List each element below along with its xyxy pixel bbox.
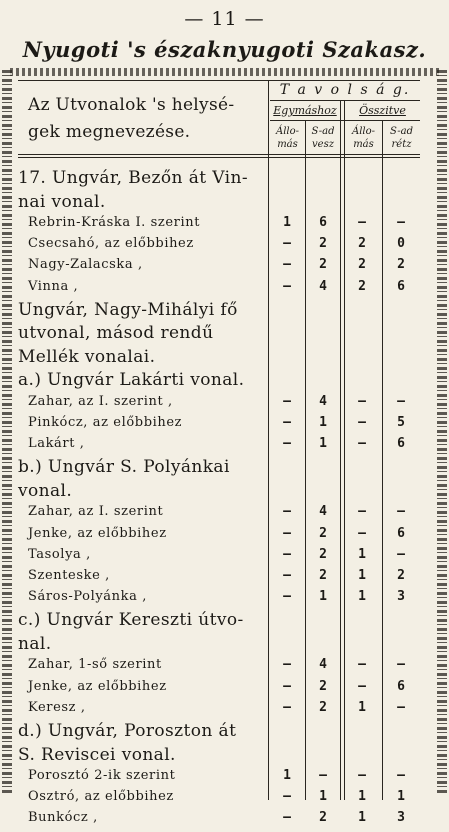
distance-cell: 1 [358,589,366,605]
place-name: Sáros-Polyánka , [28,589,147,605]
station-row [18,568,420,590]
distance-cell: 5 [397,415,405,430]
station-row [18,504,420,526]
distance-cell: — [397,215,405,230]
distance-cell: — [283,589,291,605]
distance-cell: — [397,657,405,673]
station-row [18,257,420,279]
distance-cell: 2 [319,546,327,562]
route-heading-row [18,634,420,656]
distance-cell: — [283,236,291,252]
station-row [18,215,420,237]
place-name: Mellék vonalai. [18,346,156,367]
column-head-total: Összitve [359,104,406,117]
distance-cell: — [358,415,366,430]
distance-cell: — [283,657,291,673]
distance-cell: 4 [319,504,327,520]
distance-cell: 2 [319,257,327,273]
distance-cell: — [283,789,291,805]
ornamental-border-left [2,70,12,794]
distance-table [18,80,420,826]
distance-cell: 4 [319,657,327,673]
distance-cell: — [358,436,366,452]
place-name: S. Reviscei vonal. [18,744,176,765]
place-name: Ungvár, Nagy-Mihályi fő [18,299,238,320]
station-row [18,679,420,701]
distance-cell: — [397,393,405,409]
distance-cell: 6 [397,525,405,541]
table-top-rule [18,80,420,81]
section-title: Nyugoti 's északnyugoti Szakasz. [22,37,427,62]
column-head-eighths-1: S-ad vesz [311,126,335,150]
distance-cell: 2 [319,678,327,694]
place-name: Jenke, az előbbihez [28,525,167,541]
place-name: Szenteske , [28,568,110,583]
route-heading-row [18,610,420,632]
distance-cell: 6 [397,278,405,294]
place-name: Zahar, az I. szerint [28,504,164,520]
route-heading-row [18,721,420,743]
column-head-stations-2: Állo-más [351,126,376,150]
place-name: Zahar, az I. szerint , [28,393,173,409]
distance-cell: — [358,678,366,694]
distance-head-rule [270,100,420,101]
place-name: nai vonal. [18,191,106,212]
place-name: utvonal, másod rendű [18,323,214,344]
distance-cell: 3 [397,589,405,605]
route-heading-row [18,370,420,392]
place-name: Bunkócz , [28,810,98,826]
distance-cell: — [283,546,291,562]
distance-cell: — [397,699,405,715]
column-head-each-other: Egymáshoz [273,104,337,117]
route-heading-row [18,300,420,322]
distance-cell: 4 [319,278,327,294]
distance-cell: 2 [319,236,327,252]
distance-cell: — [283,568,291,583]
header-bottom-rule [18,154,420,155]
distance-cell: — [319,768,327,783]
distance-cell: — [358,215,366,230]
distance-cell: 2 [319,699,327,715]
column-head-eighths-2: S-ad rétz [390,126,413,150]
route-heading-row [18,192,420,214]
place-name: Rebrin-Kráska I. szerint [28,215,201,230]
distance-cell: 2 [397,257,405,273]
place-name: a.) Ungvár Lakárti vonal. [18,370,245,391]
distance-cell: 3 [397,810,405,826]
place-name: c.) Ungvár Kereszti útvo- [18,610,244,631]
distance-cell: 1 [358,810,366,826]
distance-cell: — [283,504,291,520]
header-bottom-rule-2 [18,157,420,158]
place-name: Vinna , [28,278,79,294]
column-head-stations-1: Állo-más [275,126,300,150]
place-name: Keresz , [28,699,86,715]
distance-cell: 2 [319,525,327,541]
distance-cell: — [283,525,291,541]
ornamental-border-right [437,70,447,794]
station-row [18,589,420,611]
distance-cell: — [283,436,291,452]
place-name: 17. Ungvár, Bezőn át Vin- [18,168,248,188]
distance-cell: 0 [397,236,405,252]
distance-cell: — [283,699,291,715]
station-row [18,436,420,458]
page-number: — 11 — [184,8,265,30]
station-row [18,279,420,301]
station-row [18,700,420,722]
place-name: Lakárt , [28,436,85,452]
distance-cell: 2 [358,278,366,294]
distance-cell: 6 [397,678,405,694]
column-head-routes: Az Utvonalok 's helysé-gek megnevezése. [28,95,235,142]
distance-cell: — [283,415,291,430]
route-heading-row [18,347,420,369]
distance-cell: 4 [319,393,327,409]
station-row [18,657,420,679]
distance-cell: 2 [319,568,327,583]
distance-cell: 2 [358,236,366,252]
distance-cell: 1 [358,699,366,715]
distance-cell: — [283,678,291,694]
distance-cell: 1 [358,568,366,583]
route-heading-row [18,457,420,479]
distance-cell: 6 [319,215,327,230]
station-row [18,768,420,790]
distance-cell: 2 [319,810,327,826]
distance-cell: — [397,504,405,520]
distance-cell: — [283,810,291,826]
group-head-rule [270,120,420,121]
route-heading-row [18,481,420,503]
distance-cell: — [358,525,366,541]
station-row [18,394,420,416]
place-name: Jenke, az előbbihez [28,678,167,694]
place-name: Nagy-Zalacska , [28,257,143,273]
place-name: b.) Ungvár S. Polyánkai [18,457,230,478]
distance-cell: 1 [397,789,405,805]
place-name: Osztró, az előbbihez [28,789,174,805]
place-name: Pinkócz, az előbbihez [28,415,183,430]
station-row [18,547,420,569]
distance-cell: 6 [397,436,405,452]
distance-cell: — [283,393,291,409]
place-name: Porosztó 2-ik szerint [28,768,176,783]
distance-cell: — [358,657,366,673]
ornamental-border-top [10,68,439,76]
distance-cell: — [397,768,405,783]
distance-cell: — [358,393,366,409]
distance-cell: 1 [283,768,291,783]
route-heading-row [18,168,420,190]
place-name: Zahar, 1-ső szerint [28,657,162,673]
place-name: vonal. [18,480,73,501]
distance-cell: 1 [358,546,366,562]
distance-cell: 2 [397,568,405,583]
route-heading-row [18,745,420,767]
distance-cell: 1 [319,589,327,605]
distance-cell: 2 [358,257,366,273]
distance-cell: — [283,257,291,273]
distance-cell: — [397,546,405,562]
distance-cell: 1 [319,415,327,430]
distance-cell: — [283,278,291,294]
distance-cell: 1 [358,789,366,805]
station-row [18,789,420,811]
station-row [18,236,420,258]
place-name: d.) Ungvár, Poroszton át [18,721,237,741]
place-name: Csecsahó, az előbbihez [28,236,194,252]
distance-cell: — [358,504,366,520]
route-heading-row [18,323,420,345]
station-row [18,526,420,548]
station-row [18,415,420,437]
place-name: Tasolya , [28,546,91,562]
distance-cell: — [358,768,366,783]
station-row [18,810,420,832]
distance-cell: 1 [319,789,327,805]
distance-cell: 1 [319,436,327,452]
place-name: nal. [18,633,52,654]
column-head-distance: T a v o l s á g. [279,82,411,98]
distance-cell: 1 [283,215,291,230]
